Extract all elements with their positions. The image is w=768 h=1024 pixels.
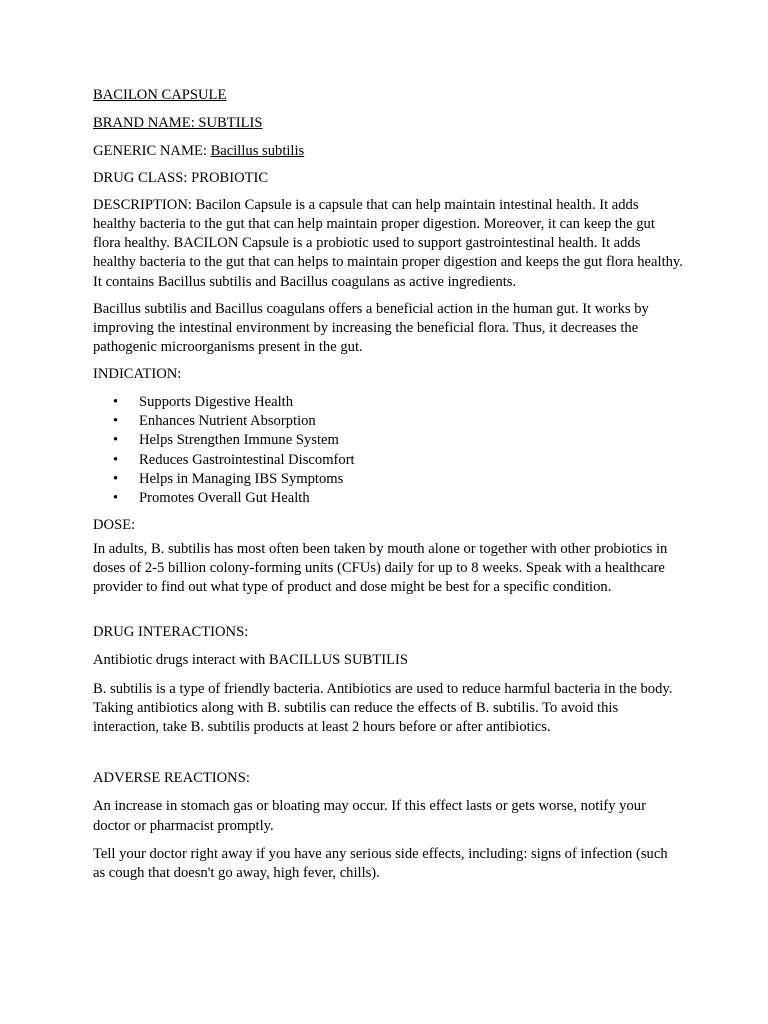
interactions-line: Antibiotic drugs interact with BACILLUS SUBTILIS — [93, 652, 408, 669]
bullet-icon: • — [113, 451, 119, 468]
list-item: • Promotes Overall Gut Health — [93, 489, 683, 508]
indication-heading: INDICATION: — [93, 366, 182, 383]
interactions-heading: DRUG INTERACTIONS: — [93, 624, 249, 641]
adverse-paragraph-1: An increase in stomach gas or bloating may occur. If this effect lasts or gets worse, notify your doctor or pharmacist promptly. — [93, 798, 646, 834]
adverse-heading: ADVERSE REACTIONS: — [93, 770, 250, 787]
bullet-icon: • — [113, 470, 119, 487]
list-item: • Enhances Nutrient Absorption — [93, 412, 683, 431]
adverse-paragraph-2: Tell your doctor right away if you have any serious side effects, including: signs of infection (such as cough that doesn't go away, high fever, chills). — [93, 845, 668, 882]
interactions-paragraph: B. subtilis is a type of friendly bacteria. Antibiotics are used to reduce harmful bacteria in the body. Taking antibiotics along with B. subtilis can reduce the effects of B. subtilis. To avoid this interaction, take B. subtilis products at least 2 hours before or after antibiotics. — [93, 680, 673, 736]
bullet-icon: • — [113, 393, 119, 410]
document-title: BACILON CAPSULE — [93, 87, 227, 103]
generic-name-value: Bacillus subtilis — [210, 143, 305, 160]
brand-name: BRAND NAME: SUBTILIS — [93, 115, 263, 132]
blank-line — [93, 597, 683, 616]
list-item: • Supports Digestive Health — [93, 393, 683, 412]
list-item: • Reduces Gastrointestinal Discomfort — [93, 451, 683, 470]
generic-name-label: GENERIC NAME: — [93, 143, 211, 160]
bullet-icon: • — [113, 490, 119, 507]
generic-name — [93, 142, 683, 161]
bullet-icon: • — [113, 412, 119, 429]
indication-list — [93, 393, 683, 509]
blank-line — [93, 737, 683, 756]
document-page — [93, 86, 683, 883]
bullet-icon: • — [113, 432, 119, 449]
description-paragraph: DESCRIPTION: Bacilon Capsule is a capsule that can help maintain intestinal health. It adds healthy bacteria to the gut that can help maintain proper digestion. Moreover, it can keep the gut flora healthy. BACILON Capsule is a probiotic used to support gastrointestinal health. It adds healthy bacteria to the gut that can helps to maintain proper digestion and keeps the gut flora healthy. It contains Bacillus subtilis and Bacillus coagulans as active ingredients. — [93, 196, 683, 290]
drug-class: DRUG CLASS: PROBIOTIC — [93, 169, 269, 186]
list-item: • Helps in Managing IBS Symptoms — [93, 470, 683, 489]
dose-paragraph: In adults, B. subtilis has most often been taken by mouth alone or together with other probiotics in doses of 2-5 billion colony-forming units (CFUs) daily for up to 8 weeks. Speak with a healthcare provider to find out what type of product and dose might be best for a specific condition. — [93, 540, 668, 596]
dose-heading: DOSE: — [93, 517, 136, 534]
list-item: • Helps Strengthen Immune System — [93, 431, 683, 450]
description-paragraph-2: Bacillus subtilis and Bacillus coagulans offers a beneficial action in the human gut. It works by improving the intestinal environment by increasing the beneficial flora. Thus, it decreases the pathogenic microorganisms present in the gut. — [93, 300, 649, 356]
